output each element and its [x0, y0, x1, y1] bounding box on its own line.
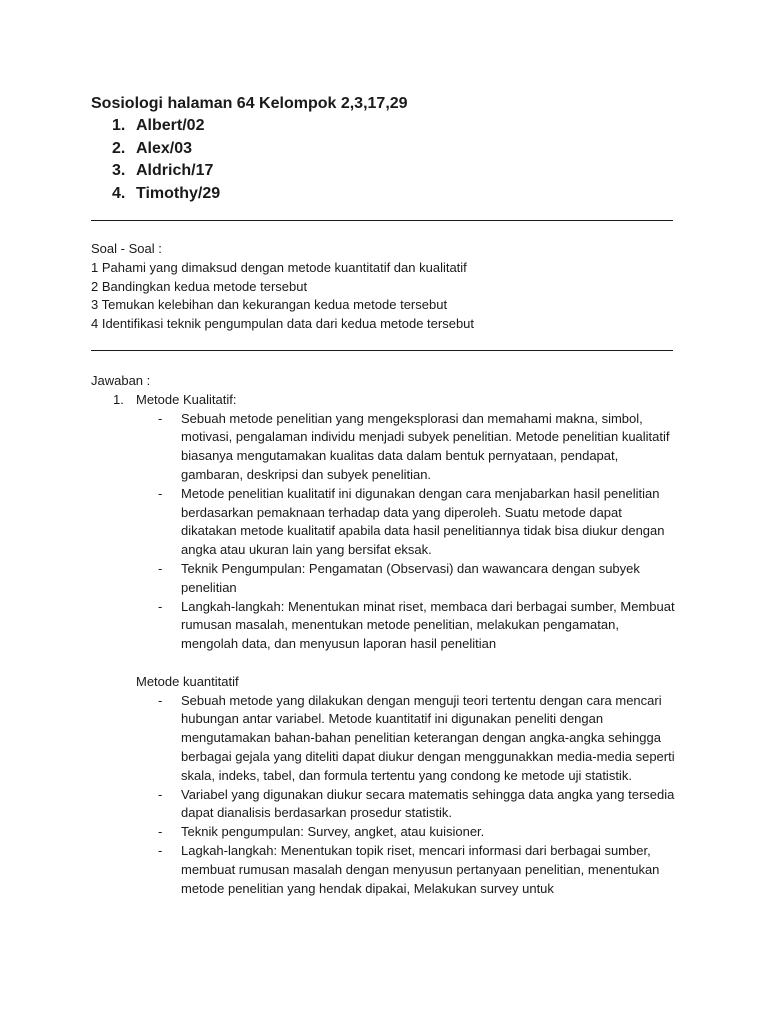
member-number: 3.: [112, 162, 126, 179]
section-number: 1.: [113, 391, 124, 407]
dash-marker: -: [158, 560, 163, 576]
bullet-item: [91, 692, 675, 786]
bullet-item: [91, 485, 675, 560]
member-item: [112, 138, 220, 161]
member-item: [112, 183, 220, 206]
bullet-text: Teknik pengumpulan: Survey, angket, atau kuisioner.: [181, 824, 485, 840]
member-name: Timothy/29: [136, 184, 221, 202]
soal-item: 2 Bandingkan kedua metode tersebut: [91, 278, 308, 294]
soal-item: 3 Temukan kelebihan dan kekurangan kedua metode tersebut: [91, 297, 448, 313]
section-title: Metode Kualitatif:: [136, 391, 237, 407]
jawaban-heading: Jawaban :: [91, 373, 151, 388]
dash-marker: -: [158, 842, 163, 858]
soal-section: [91, 240, 691, 334]
dash-marker: -: [158, 410, 163, 426]
divider-line: [91, 350, 673, 351]
soal-heading: Soal - Soal :: [91, 241, 162, 256]
member-name: Alex/03: [136, 139, 193, 157]
bullet-item: [91, 786, 675, 824]
member-item: [112, 115, 220, 138]
dash-marker: -: [158, 485, 163, 501]
bullet-text: Sebuah metode penelitian yang mengeksplorasi dan memahami makna, simbol, motivasi, pengalaman individu menjadi subyek penelitian. Metode penelitian kualitatif biasanya mengutamakan kualitas data dalam bentuk pernyataan, pendapat, gambaran, deskripsi dan subyek penelitian.: [181, 410, 670, 482]
member-list: [112, 115, 220, 205]
bullet-text: Sebuah metode yang dilakukan dengan menguji teori tertentu dengan cara mencari hubungan antar variabel. Metode kuantitatif ini digunakan peneliti dengan mengutamakan bahan-bahan penelitian keterangan dengan angka-angka sehingga berbagai gejala yang diteliti dapat diukur dengan menggunakkan media-media seperti skala, indeks, tabel, dan formula tertentu yang condong ke metode uji statistik.: [181, 692, 675, 783]
bullet-text: Metode penelitian kualitatif ini digunakan dengan cara menjabarkan hasil penelitian berdasarkan pemaknaan terhadap data yang diperoleh. Suatu metode dapat dikatakan metode kualitatif apabila data hasil penelitiannya tidak bisa diukur dengan angka atau ukuran lain yang bersifat eksak.: [181, 485, 665, 558]
member-number: 1.: [112, 117, 126, 134]
kuantitatif-heading: Metode kuantitatif: [136, 673, 239, 689]
kuantitatif-bullets: [91, 692, 691, 899]
member-name: Aldrich/17: [136, 162, 214, 179]
bullet-item: [91, 560, 675, 598]
dash-marker: -: [158, 692, 163, 708]
member-name: Albert/02: [136, 117, 205, 134]
member-number: 2.: [112, 139, 126, 157]
dash-marker: -: [158, 786, 163, 802]
bullet-text: Teknik Pengumpulan: Pengamatan (Observasi) dan wawancara dengan subyek penelitian: [181, 560, 640, 595]
bullet-item: [91, 410, 675, 485]
bullet-item: [91, 598, 675, 654]
page-title: Sosiologi halaman 64 Kelompok 2,3,17,29: [91, 95, 408, 112]
jawaban-section: [91, 372, 691, 898]
bullet-text: Variabel yang digunakan diukur secara matematis sehingga data angka yang tersedia dapat dianalisis berdasarkan prosedur statistik.: [181, 786, 675, 821]
member-item: [112, 160, 220, 183]
soal-item: 1 Pahami yang dimaksud dengan metode kuantitatif dan kualitatif: [91, 259, 467, 275]
bullet-item: [91, 842, 675, 898]
dash-marker: -: [158, 824, 163, 840]
kualitatif-bullets: [91, 410, 691, 654]
divider-line: [91, 220, 673, 221]
bullet-item: [91, 823, 675, 842]
soal-item: 4 Identifikasi teknik pengumpulan data dari kedua metode tersebut: [91, 316, 475, 332]
bullet-text: Langkah-langkah: Menentukan minat riset, membaca dari berbagai sumber, Membuat rumusan masalah, menentukan metode penelitian, melakukan pengamatan, mengolah data, dan menyusun laporan hasil penelitian: [181, 598, 675, 652]
member-number: 4.: [112, 184, 126, 202]
kualitatif-heading: [91, 391, 691, 410]
bullet-text: Lagkah-langkah: Menentukan topik riset, mencari informasi dari berbagai sumber, membuat rumusan masalah dengan menyusun pertanyaan penelitian, menentukan metode penelitian yang hendak dipakai, Melakukan survey untuk: [181, 842, 660, 896]
dash-marker: -: [158, 598, 163, 614]
